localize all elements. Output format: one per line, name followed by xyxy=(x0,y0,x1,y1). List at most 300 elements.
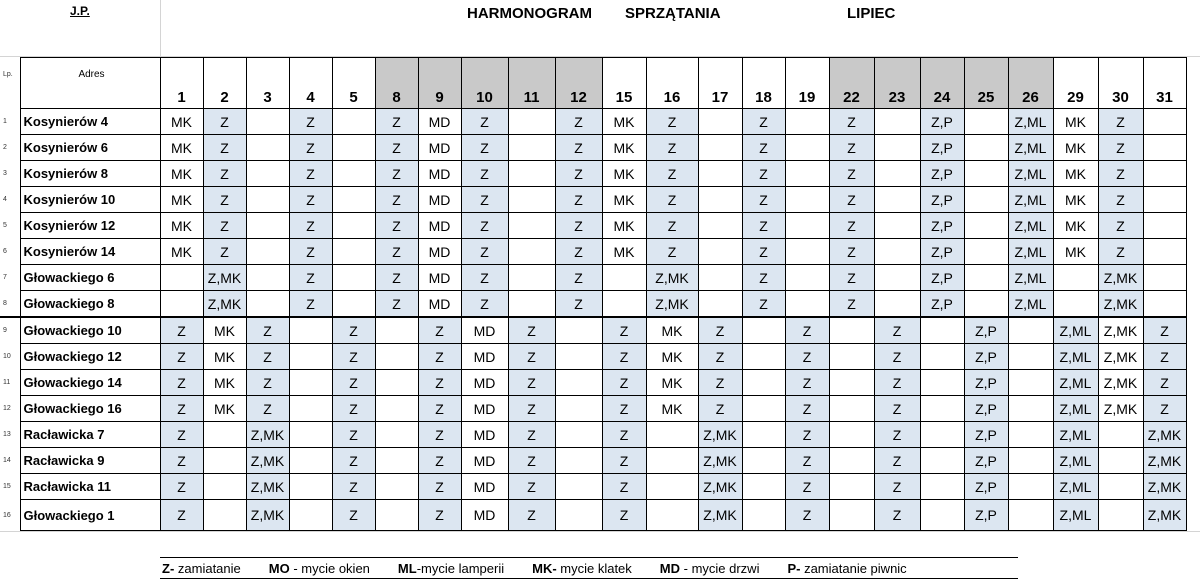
schedule-cell[interactable]: Z,P xyxy=(920,109,964,135)
schedule-cell[interactable] xyxy=(829,474,874,500)
address-cell[interactable]: Kosynierów 6 xyxy=(20,135,160,161)
schedule-cell[interactable] xyxy=(246,213,289,239)
schedule-cell[interactable] xyxy=(646,474,698,500)
schedule-cell[interactable]: Z,MK xyxy=(698,500,742,531)
schedule-cell[interactable]: Z xyxy=(646,161,698,187)
schedule-cell[interactable]: Z xyxy=(508,317,555,344)
schedule-cell[interactable]: Z xyxy=(602,448,646,474)
schedule-cell[interactable] xyxy=(742,448,785,474)
schedule-cell[interactable] xyxy=(1008,396,1053,422)
schedule-cell[interactable] xyxy=(375,370,418,396)
schedule-cell[interactable] xyxy=(332,265,375,291)
schedule-cell[interactable]: Z,P xyxy=(964,317,1008,344)
address-cell[interactable]: Głowackiego 14 xyxy=(20,370,160,396)
schedule-cell[interactable]: MD xyxy=(418,265,461,291)
schedule-cell[interactable] xyxy=(1053,265,1098,291)
schedule-cell[interactable] xyxy=(1008,317,1053,344)
schedule-cell[interactable]: Z,P xyxy=(920,161,964,187)
schedule-cell[interactable]: Z xyxy=(418,317,461,344)
address-cell[interactable]: Kosynierów 12 xyxy=(20,213,160,239)
schedule-cell[interactable]: Z,MK xyxy=(1143,448,1186,474)
schedule-cell[interactable]: MK xyxy=(1053,239,1098,265)
schedule-cell[interactable]: MD xyxy=(461,396,508,422)
schedule-cell[interactable]: Z xyxy=(375,265,418,291)
schedule-cell[interactable]: MK xyxy=(203,370,246,396)
schedule-cell[interactable] xyxy=(375,474,418,500)
schedule-cell[interactable]: Z,P xyxy=(964,344,1008,370)
schedule-cell[interactable] xyxy=(920,317,964,344)
schedule-cell[interactable] xyxy=(785,135,829,161)
schedule-cell[interactable] xyxy=(246,265,289,291)
schedule-cell[interactable]: Z xyxy=(375,239,418,265)
schedule-cell[interactable] xyxy=(375,344,418,370)
schedule-cell[interactable]: Z xyxy=(555,213,602,239)
schedule-cell[interactable] xyxy=(920,396,964,422)
schedule-cell[interactable]: Z xyxy=(785,448,829,474)
schedule-cell[interactable]: Z xyxy=(160,474,203,500)
schedule-cell[interactable]: Z xyxy=(246,396,289,422)
schedule-cell[interactable]: Z xyxy=(461,265,508,291)
schedule-cell[interactable]: Z xyxy=(203,161,246,187)
schedule-cell[interactable]: Z xyxy=(418,370,461,396)
schedule-cell[interactable]: Z,P xyxy=(920,291,964,318)
schedule-cell[interactable] xyxy=(964,213,1008,239)
schedule-cell[interactable] xyxy=(920,422,964,448)
schedule-cell[interactable]: Z xyxy=(829,161,874,187)
schedule-cell[interactable]: Z xyxy=(508,500,555,531)
schedule-cell[interactable] xyxy=(1098,474,1143,500)
schedule-cell[interactable] xyxy=(203,448,246,474)
schedule-cell[interactable]: MK xyxy=(1053,135,1098,161)
schedule-cell[interactable]: Z,MK xyxy=(203,291,246,318)
schedule-cell[interactable]: MD xyxy=(418,187,461,213)
schedule-cell[interactable] xyxy=(1143,135,1186,161)
schedule-cell[interactable]: Z xyxy=(698,344,742,370)
schedule-cell[interactable] xyxy=(1143,265,1186,291)
schedule-cell[interactable]: MK xyxy=(1053,109,1098,135)
schedule-cell[interactable] xyxy=(964,239,1008,265)
schedule-cell[interactable]: MK xyxy=(602,239,646,265)
schedule-cell[interactable]: Z xyxy=(1098,135,1143,161)
schedule-cell[interactable]: Z,MK xyxy=(1143,500,1186,531)
address-cell[interactable]: Głowackiego 16 xyxy=(20,396,160,422)
schedule-cell[interactable]: MK xyxy=(602,213,646,239)
schedule-cell[interactable]: Z xyxy=(1143,344,1186,370)
schedule-cell[interactable]: Z xyxy=(418,396,461,422)
schedule-cell[interactable] xyxy=(829,448,874,474)
address-cell[interactable]: Racławicka 11 xyxy=(20,474,160,500)
schedule-cell[interactable]: Z xyxy=(602,344,646,370)
schedule-cell[interactable]: MK xyxy=(1053,161,1098,187)
schedule-cell[interactable]: Z xyxy=(742,213,785,239)
schedule-cell[interactable]: Z xyxy=(602,396,646,422)
schedule-cell[interactable] xyxy=(742,474,785,500)
schedule-cell[interactable]: Z xyxy=(289,265,332,291)
schedule-cell[interactable]: Z xyxy=(418,500,461,531)
schedule-cell[interactable] xyxy=(203,500,246,531)
schedule-cell[interactable] xyxy=(555,474,602,500)
schedule-cell[interactable]: Z xyxy=(602,422,646,448)
schedule-cell[interactable]: MD xyxy=(461,422,508,448)
schedule-cell[interactable]: Z xyxy=(203,213,246,239)
schedule-cell[interactable]: Z xyxy=(375,109,418,135)
schedule-cell[interactable]: Z xyxy=(785,370,829,396)
schedule-cell[interactable]: Z xyxy=(555,135,602,161)
schedule-cell[interactable] xyxy=(160,265,203,291)
schedule-cell[interactable]: Z,ML xyxy=(1053,448,1098,474)
schedule-cell[interactable] xyxy=(508,109,555,135)
schedule-cell[interactable]: Z xyxy=(508,448,555,474)
schedule-cell[interactable] xyxy=(646,422,698,448)
schedule-cell[interactable]: Z xyxy=(1098,239,1143,265)
schedule-cell[interactable]: Z,ML xyxy=(1008,161,1053,187)
schedule-cell[interactable]: Z,MK xyxy=(698,448,742,474)
schedule-cell[interactable] xyxy=(332,213,375,239)
schedule-cell[interactable] xyxy=(646,500,698,531)
schedule-cell[interactable] xyxy=(874,161,920,187)
schedule-cell[interactable]: Z,MK xyxy=(1098,344,1143,370)
schedule-cell[interactable]: Z xyxy=(785,396,829,422)
schedule-cell[interactable]: Z xyxy=(646,239,698,265)
schedule-cell[interactable] xyxy=(246,187,289,213)
schedule-cell[interactable]: Z xyxy=(602,474,646,500)
schedule-cell[interactable]: MD xyxy=(418,135,461,161)
schedule-cell[interactable] xyxy=(602,265,646,291)
schedule-cell[interactable] xyxy=(829,396,874,422)
schedule-cell[interactable] xyxy=(555,370,602,396)
schedule-cell[interactable]: Z xyxy=(829,239,874,265)
schedule-cell[interactable]: Z,MK xyxy=(1098,291,1143,318)
schedule-cell[interactable]: Z xyxy=(646,187,698,213)
schedule-cell[interactable]: Z xyxy=(246,370,289,396)
schedule-cell[interactable] xyxy=(375,500,418,531)
schedule-cell[interactable]: MK xyxy=(203,396,246,422)
schedule-cell[interactable]: MD xyxy=(461,317,508,344)
schedule-cell[interactable]: Z xyxy=(160,396,203,422)
schedule-cell[interactable]: Z xyxy=(698,317,742,344)
schedule-cell[interactable] xyxy=(874,265,920,291)
schedule-cell[interactable]: Z xyxy=(332,500,375,531)
schedule-cell[interactable]: Z,MK xyxy=(246,474,289,500)
schedule-cell[interactable] xyxy=(555,396,602,422)
schedule-cell[interactable]: Z xyxy=(555,265,602,291)
schedule-cell[interactable]: Z xyxy=(508,396,555,422)
schedule-cell[interactable]: Z xyxy=(698,396,742,422)
schedule-cell[interactable] xyxy=(246,161,289,187)
schedule-cell[interactable] xyxy=(829,317,874,344)
schedule-cell[interactable]: Z xyxy=(555,161,602,187)
schedule-cell[interactable]: Z xyxy=(829,109,874,135)
schedule-cell[interactable]: Z xyxy=(508,370,555,396)
schedule-cell[interactable] xyxy=(785,187,829,213)
schedule-cell[interactable]: MK xyxy=(602,135,646,161)
schedule-cell[interactable]: Z xyxy=(1098,213,1143,239)
schedule-cell[interactable]: Z,MK xyxy=(1143,422,1186,448)
schedule-cell[interactable]: Z,MK xyxy=(698,474,742,500)
schedule-cell[interactable]: Z xyxy=(646,109,698,135)
schedule-cell[interactable] xyxy=(785,213,829,239)
address-cell[interactable]: Głowackiego 1 xyxy=(20,500,160,531)
schedule-cell[interactable] xyxy=(1098,500,1143,531)
schedule-cell[interactable] xyxy=(246,135,289,161)
schedule-cell[interactable]: Z,MK xyxy=(646,265,698,291)
schedule-cell[interactable]: Z,ML xyxy=(1053,500,1098,531)
schedule-cell[interactable] xyxy=(698,239,742,265)
schedule-cell[interactable] xyxy=(964,109,1008,135)
schedule-cell[interactable]: Z,P xyxy=(964,370,1008,396)
schedule-cell[interactable] xyxy=(1008,448,1053,474)
schedule-cell[interactable]: MK xyxy=(602,109,646,135)
schedule-cell[interactable]: Z xyxy=(203,135,246,161)
schedule-cell[interactable] xyxy=(874,187,920,213)
schedule-cell[interactable]: Z,P xyxy=(920,213,964,239)
schedule-cell[interactable]: Z xyxy=(289,239,332,265)
schedule-cell[interactable] xyxy=(742,500,785,531)
schedule-cell[interactable]: MK xyxy=(160,161,203,187)
schedule-cell[interactable]: MK xyxy=(1053,187,1098,213)
schedule-cell[interactable]: Z xyxy=(418,448,461,474)
schedule-cell[interactable] xyxy=(375,422,418,448)
schedule-cell[interactable]: Z xyxy=(829,187,874,213)
schedule-cell[interactable]: MD xyxy=(461,370,508,396)
schedule-cell[interactable] xyxy=(920,370,964,396)
schedule-cell[interactable] xyxy=(698,213,742,239)
schedule-cell[interactable]: Z xyxy=(332,474,375,500)
schedule-cell[interactable]: Z xyxy=(461,291,508,318)
schedule-cell[interactable]: Z,MK xyxy=(1098,396,1143,422)
schedule-cell[interactable]: Z xyxy=(742,265,785,291)
schedule-cell[interactable] xyxy=(742,396,785,422)
schedule-cell[interactable]: Z xyxy=(289,291,332,318)
schedule-cell[interactable]: Z xyxy=(785,474,829,500)
schedule-cell[interactable]: Z xyxy=(418,422,461,448)
schedule-cell[interactable]: Z xyxy=(375,161,418,187)
schedule-cell[interactable] xyxy=(920,500,964,531)
schedule-cell[interactable]: Z,MK xyxy=(203,265,246,291)
schedule-cell[interactable] xyxy=(375,317,418,344)
schedule-cell[interactable] xyxy=(508,291,555,318)
schedule-cell[interactable]: MK xyxy=(160,213,203,239)
schedule-cell[interactable]: MK xyxy=(203,317,246,344)
schedule-cell[interactable] xyxy=(698,109,742,135)
schedule-cell[interactable]: Z xyxy=(160,500,203,531)
schedule-cell[interactable] xyxy=(508,265,555,291)
schedule-cell[interactable] xyxy=(1008,500,1053,531)
schedule-cell[interactable] xyxy=(742,317,785,344)
schedule-cell[interactable]: Z,ML xyxy=(1008,187,1053,213)
schedule-cell[interactable]: MD xyxy=(461,474,508,500)
schedule-cell[interactable] xyxy=(375,396,418,422)
schedule-cell[interactable] xyxy=(508,213,555,239)
schedule-cell[interactable] xyxy=(1008,344,1053,370)
schedule-cell[interactable]: Z xyxy=(602,317,646,344)
address-cell[interactable]: Głowackiego 6 xyxy=(20,265,160,291)
schedule-cell[interactable]: MK xyxy=(160,187,203,213)
schedule-cell[interactable]: MD xyxy=(461,500,508,531)
schedule-cell[interactable] xyxy=(698,265,742,291)
schedule-cell[interactable]: Z xyxy=(461,135,508,161)
schedule-cell[interactable]: Z xyxy=(203,109,246,135)
schedule-cell[interactable]: Z xyxy=(785,317,829,344)
schedule-cell[interactable] xyxy=(742,344,785,370)
schedule-cell[interactable] xyxy=(1098,448,1143,474)
address-cell[interactable]: Kosynierów 14 xyxy=(20,239,160,265)
schedule-cell[interactable]: Z xyxy=(742,187,785,213)
schedule-cell[interactable]: Z xyxy=(332,396,375,422)
schedule-cell[interactable] xyxy=(964,265,1008,291)
schedule-cell[interactable]: Z xyxy=(874,396,920,422)
schedule-cell[interactable]: Z xyxy=(742,135,785,161)
schedule-cell[interactable] xyxy=(1008,370,1053,396)
schedule-cell[interactable]: Z xyxy=(160,317,203,344)
schedule-cell[interactable] xyxy=(508,187,555,213)
schedule-cell[interactable]: Z xyxy=(829,265,874,291)
schedule-cell[interactable] xyxy=(874,213,920,239)
schedule-cell[interactable]: Z xyxy=(785,500,829,531)
schedule-cell[interactable] xyxy=(555,317,602,344)
schedule-cell[interactable]: Z xyxy=(332,448,375,474)
schedule-cell[interactable] xyxy=(508,135,555,161)
schedule-cell[interactable] xyxy=(555,344,602,370)
schedule-cell[interactable]: Z xyxy=(508,474,555,500)
schedule-cell[interactable]: Z xyxy=(874,370,920,396)
schedule-cell[interactable]: Z xyxy=(785,422,829,448)
schedule-cell[interactable] xyxy=(602,291,646,318)
address-cell[interactable]: Kosynierów 4 xyxy=(20,109,160,135)
schedule-cell[interactable]: Z,ML xyxy=(1008,291,1053,318)
schedule-cell[interactable]: Z,ML xyxy=(1053,344,1098,370)
schedule-cell[interactable]: Z xyxy=(874,317,920,344)
schedule-cell[interactable] xyxy=(289,396,332,422)
schedule-cell[interactable]: MD xyxy=(461,344,508,370)
schedule-cell[interactable]: Z xyxy=(555,109,602,135)
schedule-cell[interactable]: Z,MK xyxy=(646,291,698,318)
schedule-cell[interactable]: Z xyxy=(289,135,332,161)
schedule-cell[interactable]: Z xyxy=(1098,161,1143,187)
schedule-cell[interactable]: Z xyxy=(375,135,418,161)
schedule-cell[interactable] xyxy=(508,239,555,265)
schedule-cell[interactable] xyxy=(289,474,332,500)
schedule-cell[interactable]: MK xyxy=(160,239,203,265)
schedule-cell[interactable]: Z,ML xyxy=(1053,370,1098,396)
schedule-cell[interactable]: Z xyxy=(742,291,785,318)
address-cell[interactable]: Kosynierów 10 xyxy=(20,187,160,213)
schedule-cell[interactable]: Z,P xyxy=(964,474,1008,500)
schedule-cell[interactable] xyxy=(874,135,920,161)
schedule-cell[interactable]: Z,MK xyxy=(246,500,289,531)
schedule-cell[interactable] xyxy=(289,500,332,531)
schedule-cell[interactable] xyxy=(785,109,829,135)
schedule-cell[interactable] xyxy=(246,239,289,265)
schedule-cell[interactable]: Z,ML xyxy=(1008,239,1053,265)
schedule-cell[interactable] xyxy=(785,265,829,291)
schedule-cell[interactable]: Z xyxy=(461,161,508,187)
schedule-cell[interactable]: MD xyxy=(461,448,508,474)
schedule-cell[interactable]: MK xyxy=(646,396,698,422)
schedule-cell[interactable] xyxy=(874,291,920,318)
schedule-cell[interactable] xyxy=(1143,213,1186,239)
schedule-cell[interactable]: MK xyxy=(602,161,646,187)
schedule-cell[interactable]: Z xyxy=(874,474,920,500)
schedule-cell[interactable]: Z xyxy=(1143,370,1186,396)
schedule-cell[interactable]: MK xyxy=(1053,213,1098,239)
schedule-cell[interactable]: MD xyxy=(418,161,461,187)
schedule-cell[interactable] xyxy=(1098,422,1143,448)
schedule-cell[interactable] xyxy=(874,239,920,265)
schedule-cell[interactable] xyxy=(289,448,332,474)
schedule-cell[interactable]: Z xyxy=(1143,396,1186,422)
schedule-cell[interactable]: Z xyxy=(1098,109,1143,135)
schedule-cell[interactable]: Z xyxy=(332,317,375,344)
schedule-cell[interactable]: Z,ML xyxy=(1053,396,1098,422)
schedule-cell[interactable]: MK xyxy=(646,317,698,344)
schedule-cell[interactable]: Z xyxy=(1143,317,1186,344)
schedule-cell[interactable] xyxy=(555,500,602,531)
schedule-cell[interactable] xyxy=(829,422,874,448)
schedule-cell[interactable]: Z xyxy=(160,448,203,474)
schedule-cell[interactable]: Z xyxy=(160,370,203,396)
schedule-cell[interactable]: Z,ML xyxy=(1053,422,1098,448)
schedule-cell[interactable]: Z,P xyxy=(964,500,1008,531)
schedule-cell[interactable]: Z,MK xyxy=(1143,474,1186,500)
schedule-cell[interactable]: Z xyxy=(742,239,785,265)
schedule-cell[interactable]: Z xyxy=(698,370,742,396)
schedule-cell[interactable]: Z xyxy=(874,500,920,531)
schedule-cell[interactable]: Z xyxy=(418,474,461,500)
schedule-cell[interactable]: MD xyxy=(418,109,461,135)
schedule-cell[interactable]: Z xyxy=(246,344,289,370)
schedule-cell[interactable]: Z xyxy=(829,213,874,239)
schedule-cell[interactable]: Z xyxy=(289,109,332,135)
schedule-cell[interactable]: Z,P xyxy=(920,187,964,213)
schedule-cell[interactable] xyxy=(1143,187,1186,213)
schedule-cell[interactable]: Z xyxy=(160,344,203,370)
schedule-cell[interactable] xyxy=(698,291,742,318)
schedule-cell[interactable]: MK xyxy=(602,187,646,213)
schedule-cell[interactable]: MD xyxy=(418,291,461,318)
schedule-cell[interactable]: MK xyxy=(160,135,203,161)
address-cell[interactable]: Kosynierów 8 xyxy=(20,161,160,187)
schedule-cell[interactable]: Z,MK xyxy=(246,448,289,474)
schedule-cell[interactable] xyxy=(332,135,375,161)
schedule-cell[interactable]: Z,MK xyxy=(1098,317,1143,344)
schedule-cell[interactable]: Z xyxy=(375,213,418,239)
schedule-cell[interactable] xyxy=(332,161,375,187)
schedule-cell[interactable]: Z,ML xyxy=(1008,265,1053,291)
schedule-cell[interactable]: Z,ML xyxy=(1008,213,1053,239)
schedule-cell[interactable] xyxy=(289,317,332,344)
schedule-cell[interactable]: Z,MK xyxy=(246,422,289,448)
schedule-cell[interactable] xyxy=(920,448,964,474)
schedule-cell[interactable]: Z xyxy=(602,500,646,531)
schedule-cell[interactable] xyxy=(555,422,602,448)
schedule-cell[interactable]: Z,P xyxy=(964,422,1008,448)
schedule-cell[interactable]: Z,P xyxy=(964,396,1008,422)
schedule-cell[interactable] xyxy=(246,291,289,318)
schedule-cell[interactable]: MK xyxy=(160,109,203,135)
schedule-cell[interactable]: Z xyxy=(418,344,461,370)
schedule-cell[interactable]: Z xyxy=(332,344,375,370)
schedule-cell[interactable] xyxy=(1143,161,1186,187)
schedule-cell[interactable] xyxy=(289,370,332,396)
schedule-cell[interactable]: Z xyxy=(289,187,332,213)
schedule-cell[interactable] xyxy=(964,187,1008,213)
schedule-cell[interactable] xyxy=(874,109,920,135)
schedule-cell[interactable]: Z xyxy=(289,213,332,239)
schedule-cell[interactable]: Z xyxy=(508,422,555,448)
schedule-cell[interactable] xyxy=(698,161,742,187)
schedule-cell[interactable] xyxy=(1053,291,1098,318)
